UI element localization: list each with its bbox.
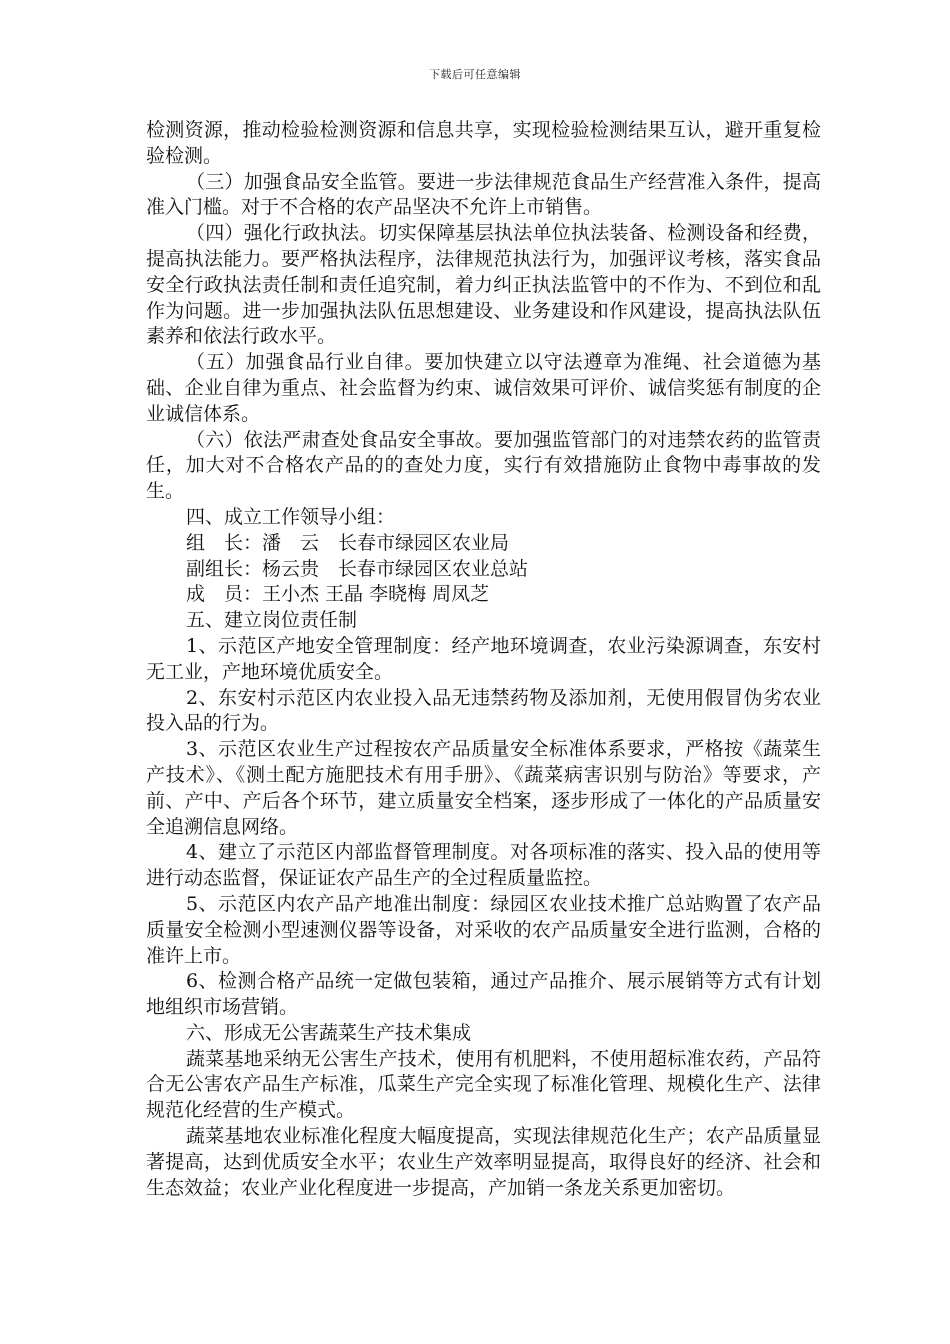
page-header: 下载后可任意编辑 bbox=[429, 68, 521, 81]
paragraph: 蔬菜基地农业标准化程度大幅度提高，实现法律规范化生产；农产品质量显著提高，达到优质安全水平；农业生产效率明显提高，取得良好的经济、社会和生态效益；农业产业化程度进一步提高，产加销一条龙关系更加密切。 bbox=[146, 1125, 821, 1199]
paragraph: 5、示范区内农产品产地准出制度：绿园区农业技术推广总站购置了农产品质量安全检测小型速测仪器等设备，对采收的农产品质量安全进行监测，合格的准许上市。 bbox=[146, 892, 821, 967]
paragraph: （五）加强食品行业自律。要加快建立以守法遵章为准绳、社会道德为基础、企业自律为重点、社会监督为约束、诚信效果可评价、诚信奖惩有制度的企业诚信体系。 bbox=[146, 351, 821, 425]
paragraph: 蔬菜基地采纳无公害生产技术，使用有机肥料，不使用超标准农药，产品符合无公害农产品生产标准，瓜菜生产完全实现了标准化管理、规模化生产、法律规范化经营的生产模式。 bbox=[146, 1047, 821, 1122]
section-heading: 四、成立工作领导小组： bbox=[186, 505, 396, 528]
document-body bbox=[146, 118, 821, 1201]
section-heading: 五、建立岗位责任制 bbox=[186, 609, 358, 632]
paragraph: （四）强化行政执法。切实保障基层执法单位执法装备、检测设备和经费，提高执法能力。要严格执法程序，法律规范执法行为，加强评议考核，落实食品安全行政执法责任制和责任追究制，着力纠正执法监管中的不作为、不到位和乱作为问题。进一步加强执法队伍思想建设、业务建设和作风建设，提高执法队伍素养和依法行政水平。 bbox=[146, 222, 821, 348]
paragraph: 4、建立了示范区内部监督管理制度。对各项标准的落实、投入品的使用等进行动态监督，保证证农产品生产的全过程质量监控。 bbox=[146, 841, 821, 890]
paragraph: 检测资源，推动检验检测资源和信息共享，实现检验检测结果互认，避开重复检验检测。 bbox=[146, 119, 821, 167]
paragraph: 2、东安村示范区内农业投入品无违禁药物及添加剂，无使用假冒伪劣农业投入品的行为。 bbox=[146, 686, 821, 735]
section-heading: 六、形成无公害蔬菜生产技术集成 bbox=[186, 1021, 472, 1044]
paragraph: （三）加强食品安全监管。要进一步法律规范食品生产经营准入条件，提高准入门槛。对于不合格的农产品坚决不允许上市销售。 bbox=[146, 170, 821, 219]
paragraph: 3、示范区农业生产过程按农产品质量安全标准体系要求，严格按《蔬菜生产技术》、《测土配方施肥技术有用手册》、《蔬菜病害识别与防治》等要求，产前、产中、产后各个环节，建立质量安全档案，逐步形成了一体化的产品质量安全追溯信息网络。 bbox=[146, 738, 821, 838]
paragraph: 6、检测合格产品统一定做包装箱，通过产品推介、展示展销等方式有计划地组织市场营销。 bbox=[146, 970, 821, 1019]
paragraph: 1、示范区产地安全管理制度：经产地环境调查，农业污染源调查，东安村无工业，产地环境优质安全。 bbox=[146, 634, 821, 683]
paragraph: （六）依法严肃查处食品安全事故。要加强监管部门的对违禁农药的监管责任，加大对不合格农产品的的查处力度，实行有效措施防止食物中毒事故的发生。 bbox=[146, 428, 821, 503]
deputy-leader-row: 副组长：杨云贵 长春市绿园区农业总站 bbox=[186, 557, 529, 580]
members-row: 成 员：王小杰 王晶 李晓梅 周凤芝 bbox=[186, 583, 490, 606]
group-leader-row: 组 长：潘 云 长春市绿园区农业局 bbox=[186, 531, 510, 554]
